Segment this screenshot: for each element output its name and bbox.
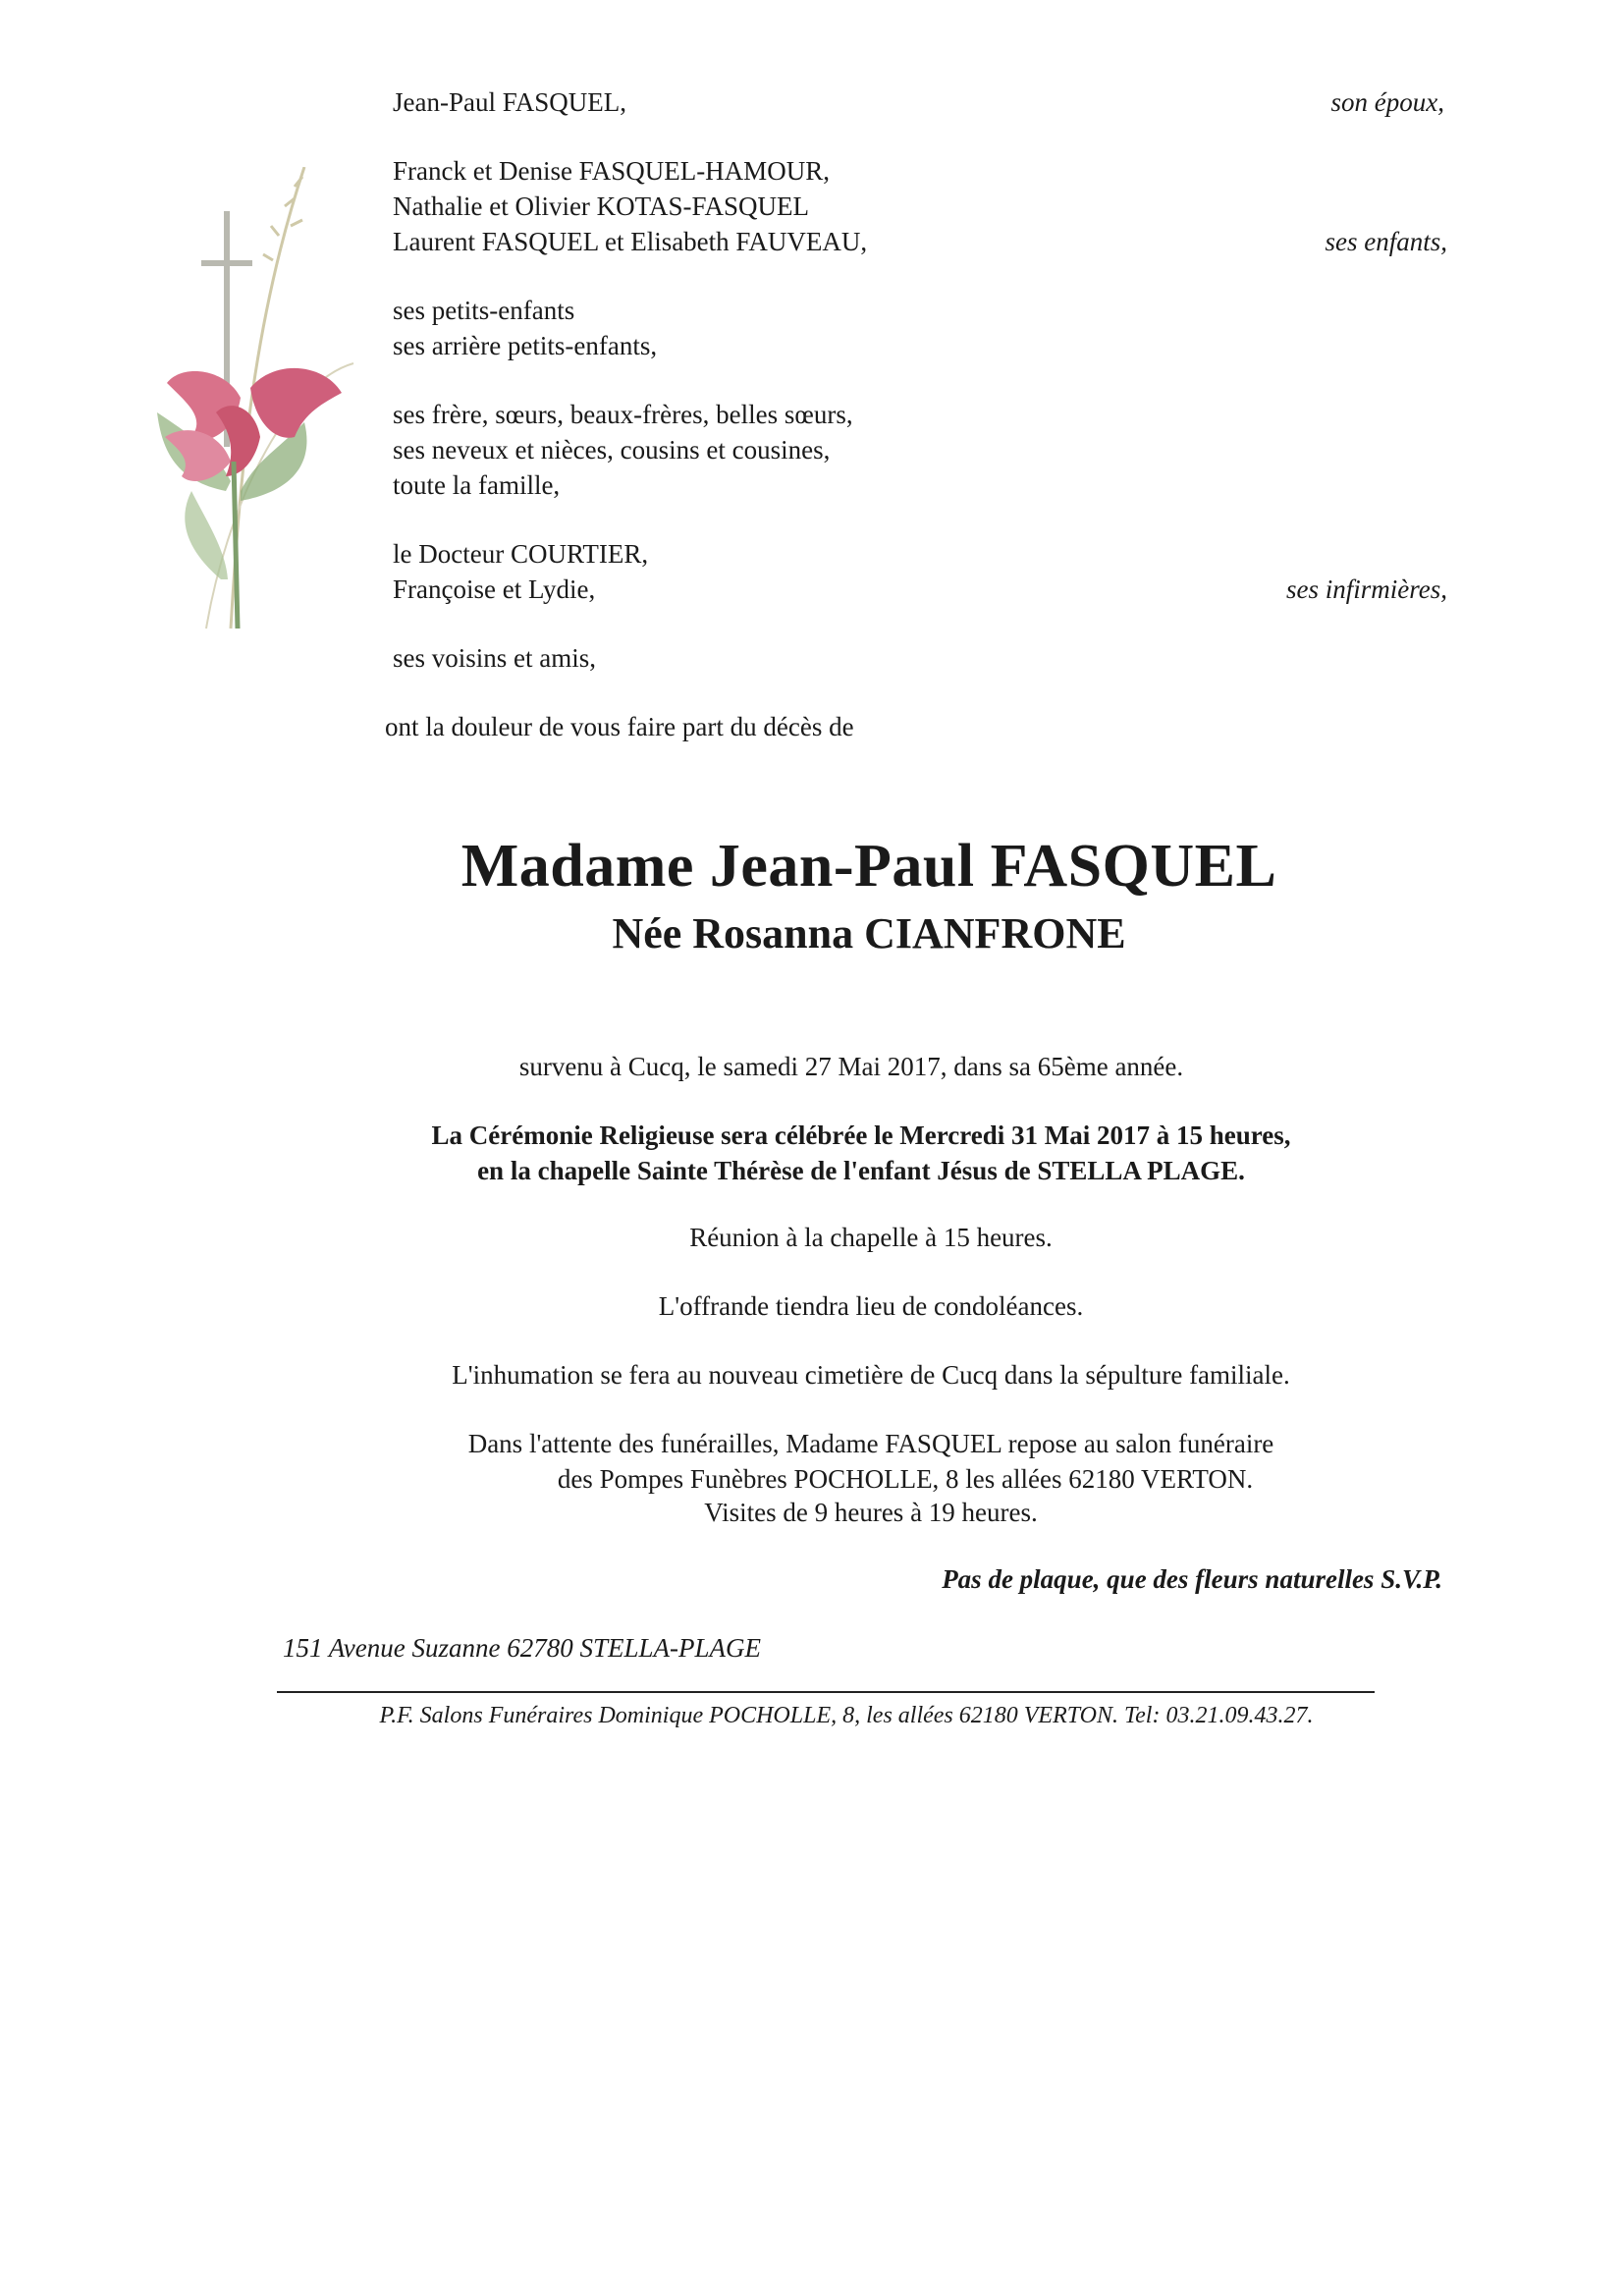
- funeral-home-footer: P.F. Salons Funéraires Dominique POCHOLLE, 8, les allées 62180 VERTON. Tel: 03.21.09.43.27.: [379, 1703, 1314, 1728]
- family-line-grandchildren: ses petits-enfants: [393, 296, 575, 325]
- ceremony-line-2: en la chapelle Sainte Thérèse de l'enfant Jésus de STELLA PLAGE.: [477, 1156, 1245, 1185]
- flowers-request: Pas de plaque, que des fleurs naturelles S.V.P.: [942, 1564, 1442, 1594]
- family-address: 151 Avenue Suzanne 62780 STELLA-PLAGE: [283, 1633, 761, 1663]
- leaf-bottom: [185, 491, 228, 579]
- role-children: ses enfants,: [1325, 227, 1447, 256]
- family-line-child-1: Franck et Denise FASQUEL-HAMOUR,: [393, 156, 830, 186]
- rest-info-line-1: Dans l'attente des funérailles, Madame FASQUEL repose au salon funéraire: [467, 1429, 1274, 1458]
- family-line-nurses: Françoise et Lydie,: [393, 574, 596, 604]
- cross-horizontal: [201, 260, 252, 266]
- death-details: survenu à Cucq, le samedi 27 Mai 2017, dans sa 65ème année.: [518, 1052, 1184, 1081]
- ceremony-line-1: La Cérémonie Religieuse sera célébrée le Mercredi 31 Mai 2017 à 15 heures,: [431, 1121, 1291, 1150]
- deceased-maiden-name: Née Rosanna CIANFRONE: [612, 909, 1126, 957]
- family-line-siblings: ses frère, sœurs, beaux-frères, belles sœurs,: [393, 400, 853, 429]
- stem: [234, 462, 238, 629]
- family-line-friends: ses voisins et amis,: [393, 643, 596, 673]
- role-nurses: ses infirmières,: [1286, 574, 1447, 604]
- deceased-name: Madame Jean-Paul FASQUEL: [460, 833, 1277, 900]
- burial-info: L'inhumation se fera au nouveau cimetière de Cucq dans la sépulture familiale.: [452, 1360, 1290, 1390]
- family-line-doctor: le Docteur COURTIER,: [393, 539, 649, 569]
- family-line-nephews: ses neveux et nièces, cousins et cousines,: [393, 435, 831, 465]
- lily-2: [250, 368, 342, 438]
- offering-info: L'offrande tiendra lieu de condoléances.: [658, 1291, 1084, 1321]
- family-line-great-grandchildren: ses arrière petits-enfants,: [393, 331, 658, 360]
- family-line-child-2: Nathalie et Olivier KOTAS-FASQUEL: [393, 191, 810, 221]
- footer-rule: [277, 1691, 1375, 1693]
- family-line-child-3: Laurent FASQUEL et Elisabeth FAUVEAU,: [393, 227, 868, 256]
- family-line-family: toute la famille,: [393, 470, 561, 500]
- announcement-line: ont la douleur de vous faire part du décès de: [385, 712, 854, 741]
- visiting-hours: Visites de 9 heures à 19 heures.: [704, 1498, 1038, 1527]
- rest-info-line-2: des Pompes Funèbres POCHOLLE, 8 les allées 62180 VERTON.: [557, 1464, 1254, 1494]
- family-line-husband: Jean-Paul FASQUEL,: [393, 87, 626, 117]
- calla-lily-cross-illustration: [147, 167, 363, 638]
- role-husband: son époux,: [1330, 87, 1444, 117]
- meeting-info: Réunion à la chapelle à 15 heures.: [689, 1223, 1053, 1252]
